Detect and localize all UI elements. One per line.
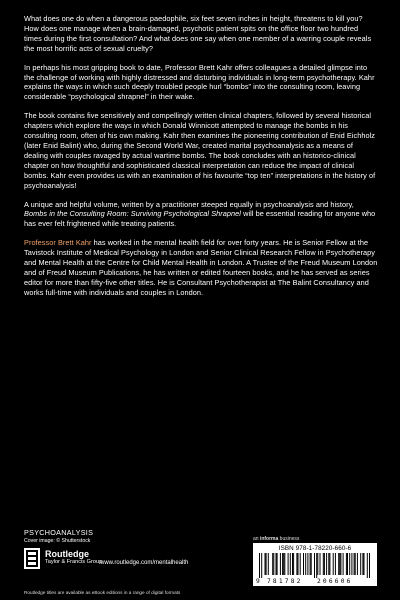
book-title: Bombs in the Consulting Room: Surviving Psychological Shrapnel	[24, 209, 241, 219]
contents-paragraph: The book contains five sensitively and compellingly written clinical chapters, followed by several historical chapters which explore the ways in which Donald Winnicott attempted to manage the bombs in his consulting room, often of his own making. Kahr then examines the pioneering contribution of Enid Eichholz (later Enid Balint) who, during the Second World War, created marital psychoanalysis as a means of dealing with couples ravaged by actual wartime bombs. The book concludes with an historico-clinical chapter on how thoughtful and sophisticated classical interpretation can reduce the impact of clinical bombs. Kahr even provides us with an examination of his favourite “top ten” interpretations in the history of psychoanalysis!	[24, 111, 376, 190]
barcode-digit-group-2: 206606	[317, 578, 353, 585]
publisher-logo	[24, 548, 144, 570]
back-cover-text	[24, 14, 378, 307]
informa-suffix: business	[278, 536, 300, 542]
recommendation-text-start: A unique and helpful volume, written by a practitioner steeped equally in psychoanalysis and history,	[24, 199, 354, 209]
isbn-number: ISBN 978-1-78220-660-6	[278, 545, 352, 552]
routledge-logo-icon	[24, 548, 40, 569]
recommendation-text-end: will be essential reading for anyone who has ever felt frightened while treating patients.	[24, 209, 376, 229]
informa-prefix: an	[253, 536, 260, 542]
informa-word: informa	[259, 536, 279, 542]
cover-credit: Cover image: © Shutterstock	[24, 538, 91, 544]
barcode-digit-lead: 9	[256, 578, 260, 585]
publisher-url[interactable]: www.routledge.com/mentalhealth	[100, 560, 189, 566]
summary-paragraph: In perhaps his most gripping book to date, Professor Brett Kahr offers colleagues a detailed glimpse into the challenge of working with highly distressed and disturbing individuals in long-term psychotherapy. Kahr explains the ways in which such deeply troubled people hurl “bombs” into the consulting room, leaving considerable “psychological shrapnel” in their wake.	[24, 62, 375, 102]
subject-category: PSYCHOANALYSIS	[24, 528, 94, 537]
ebook-availability-note: Routledge titles are available as eBook editions in a range of digital formats	[24, 590, 181, 595]
publisher-name: Routledge	[45, 549, 89, 559]
publisher-group: Taylor & Francis Group	[45, 559, 103, 565]
isbn-barcode-panel	[253, 543, 377, 586]
informa-tagline	[253, 536, 299, 542]
author-name: Professor Brett Kahr	[24, 238, 92, 248]
author-bio-paragraph	[24, 238, 378, 297]
intro-paragraph: What does one do when a dangerous paedophile, six feet seven inches in height, threatens to kill you? How does one manage when a brain-damaged, psychotic patient spits on the office floor two hundred times during the first consultation? And what does one say when one member of a warring couple reveals the most horrific acts of sexual cruelty?	[24, 14, 372, 53]
recommendation-paragraph	[24, 200, 378, 230]
barcode-icon	[257, 553, 373, 578]
barcode-digit-group-1: 781782	[267, 578, 303, 585]
author-bio: has worked in the mental health field for over forty years. He is Senior Fellow at the Tavistock Institute of Medical Psychology in London and Senior Clinical Research Fellow in Psychotherapy and Mental Health at the Centre for Child Mental Health in London. A Trustee of the Freud Museum London and of Freud Museum Publications, he has written or edited fourteen books, and he has served as series editor for more than fifty-five other titles. He is Consultant Psychotherapist at The Balint Consultancy and works full-time with individuals and couples in London.	[24, 238, 378, 297]
